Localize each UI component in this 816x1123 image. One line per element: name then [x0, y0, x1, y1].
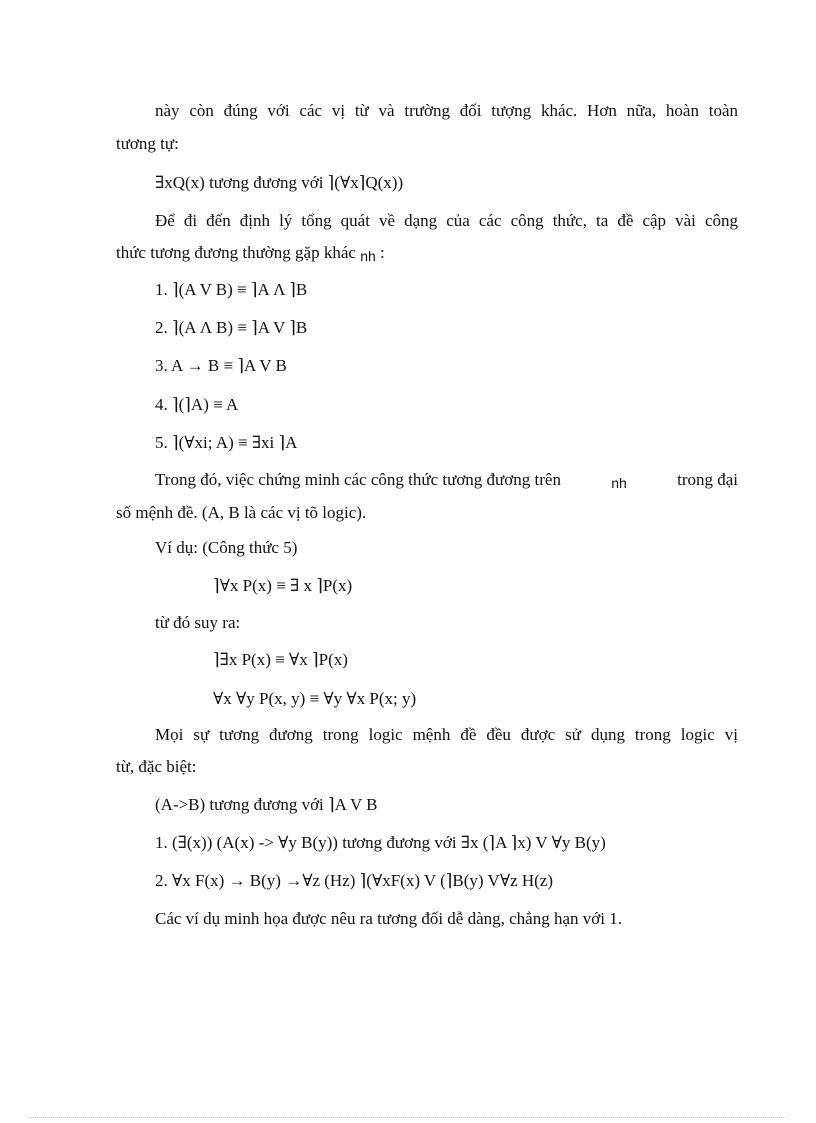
paragraph-line: số mệnh đề. (A, B là các vị tõ logic).: [116, 503, 367, 522]
formula-line: 2. ⌉(A Λ B) ≡ ⌉A V ⌉B: [155, 318, 308, 337]
paragraph-text: trong đại: [677, 470, 738, 489]
paragraph-text: Trong đó, việc chứng minh các công thức tương đương trên: [155, 470, 561, 489]
paragraph-text: :: [380, 243, 385, 262]
paragraph-line: [116, 242, 385, 264]
formula-line: ∀x ∀y P(x, y) ≡ ∀y ∀x P(x; y): [213, 689, 417, 708]
paragraph-line: Mọi sự tương đương trong logic mệnh đề đều được sử dụng trong logic vị: [155, 725, 738, 744]
inline-fragment: nh: [360, 248, 376, 264]
formula-line: 3. A → B ≡ ⌉A V B: [155, 356, 287, 375]
paragraph-line: Ví dụ: (Công thức 5): [155, 538, 298, 557]
paragraph-line: Các ví dụ minh họa được nêu ra tương đối dễ dàng, chẳng hạn với 1.: [155, 909, 622, 928]
formula-line: 2. ∀x F(x) → B(y) →∀z (Hz) ⌉(∀xF(x) V (⌉B(y) V∀z H(z): [155, 871, 554, 890]
formula-line: 5. ⌉(∀xi; A) ≡ ∃xi ⌉A: [155, 433, 298, 452]
formula-line: ⌉∀x P(x) ≡ ∃ x ⌉P(x): [213, 576, 353, 595]
paragraph-line: này còn đúng với các vị từ và trường đối tượng khác. Hơn nữa, hoàn toàn: [155, 101, 738, 120]
formula-line: 1. (∃(x)) (A(x) -> ∀y B(y)) tương đương với ∃x (⌉A ⌉x) V ∀y B(y): [155, 833, 606, 852]
formula-line: ∃xQ(x) tương đương với ⌉(∀x⌉Q(x)): [155, 173, 404, 192]
paragraph-line: Để đi đến định lý tổng quát về dạng của các công thức, ta đề cập vài công: [155, 211, 738, 230]
paragraph-line: tương tự:: [116, 134, 179, 153]
inline-fragment: nh: [611, 475, 627, 491]
paragraph-line: từ, đặc biệt:: [116, 757, 197, 776]
paragraph-line: từ đó suy ra:: [155, 613, 241, 632]
paragraph-line: [155, 469, 738, 491]
formula-line: 4. ⌉(⌉A) ≡ A: [155, 395, 239, 414]
formula-line: ⌉∃x P(x) ≡ ∀x ⌉P(x): [213, 650, 348, 669]
formula-line: (A->B) tương đương với ⌉A V B: [155, 795, 378, 814]
paragraph-text: thức tương đương thường gặp khác: [116, 243, 356, 262]
formula-line: 1. ⌉(A V B) ≡ ⌉A Λ ⌉B: [155, 280, 308, 299]
page-footer-divider: [28, 1117, 788, 1118]
